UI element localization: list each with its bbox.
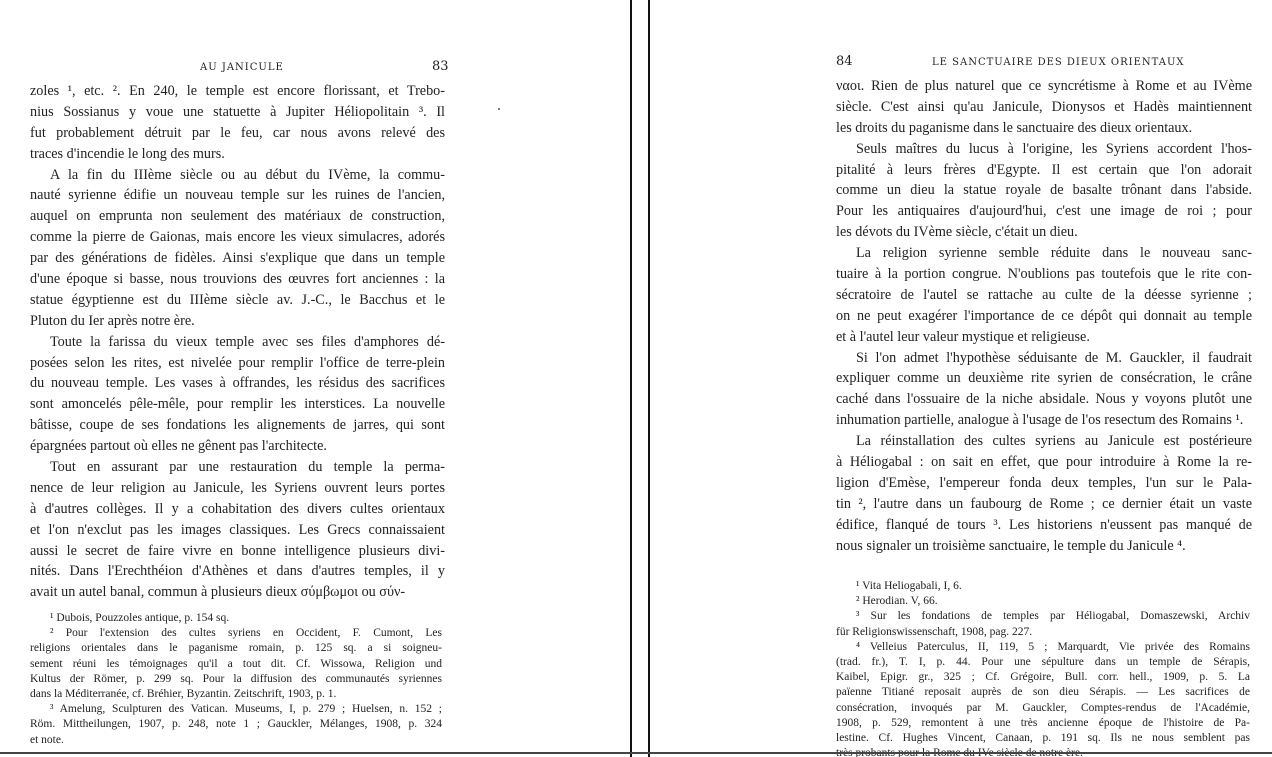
footnotes — [30, 611, 442, 748]
page-number: 84 — [836, 54, 853, 69]
text-line: ¹ Dubois, Pouzzoles antique, p. 154 sq. — [50, 612, 230, 624]
text-line: statue égyptienne est du IIIème siècle av. J.-C., le Bacchus et le — [30, 291, 445, 308]
text-line: ³ Amelung, Sculpturen des Vatican. Museums, I, p. 279 ; Huelsen, n. 152 ; — [50, 703, 442, 716]
text-line: auquel on emprunta non seulement des matériaux de construction, — [30, 208, 445, 225]
text-line: ² Pour l'extension des cultes syriens en Occident, F. Cumont, Les — [50, 627, 442, 640]
text-line: Kaibel, Epigr. gr., 325 ; Cf. Grégoire, Bull. corr. hell., 1909, p. 5. La — [836, 671, 1250, 684]
text-line: für Religionswissenschaft, 1908, pag. 227. — [836, 625, 1033, 638]
text-line: nités. Dans l'Erechthéion d'Athènes et dans d'autres temples, il y — [30, 563, 445, 580]
text-line: avait un autel banal, commun à plusieurs dieux σύμβωμοι ou σύν- — [30, 584, 406, 601]
text-line: Pluton du Ier après notre ère. — [30, 312, 195, 329]
page-divider — [630, 0, 632, 757]
text-line: païenne Titiané reposait auprès de son dieu Sérapis. — Les sacrifices de — [836, 686, 1250, 699]
text-line: les droits du paganisme dans le sanctuaire des dieux orientaux. — [836, 119, 1193, 136]
text-line: (trad. fr.), T. I, p. 44. Pour une sépulture dans un temple de Sérapis, — [836, 655, 1250, 668]
text-line: à Héliogabal : on sait en effet, que pour introduire à Rome la re- — [836, 454, 1252, 471]
text-line: comme un dieu la statue royale de basalte trônant dans l'abside. — [836, 182, 1252, 199]
text-line: sement réuni les témoignages qu'il a tout dit. Cf. Wissowa, Religion und — [30, 657, 442, 670]
running-header: AU JANICULE — [200, 62, 284, 73]
text-line: d'une époque si basse, nous trouvions des œuvres fort anciennes : la — [30, 271, 445, 288]
text-line: dans la Méditerranée, cf. Bréhier, Byzantin. Zeitschrift, 1903, p. 1. — [30, 687, 337, 700]
text-line: inhumation partielle, analogue à l'usage de l'os resectum des Romains ¹. — [836, 412, 1244, 429]
text-line: nauté syrienne édifie un nouveau temple sur les ruines de l'ancien, — [30, 187, 445, 204]
text-line: La réinstallation des cultes syriens au Janicule est postérieure — [856, 433, 1252, 450]
text-line: ligion d'Emèse, l'empereur fonda deux temples, l'un sur le Pala- — [836, 474, 1252, 491]
text-line: édifice, flanqué de tours ³. Les historiens n'eussent pas manqué de — [836, 516, 1252, 533]
right-page — [650, 0, 1272, 757]
text-line: aussi le secret de faire vivre en bonne intelligence plusieurs divi- — [30, 542, 445, 559]
text-line: traces d'incendie le long des murs. — [30, 145, 225, 162]
text-line: Si l'on admet l'hypothèse séduisante de M. Gauckler, il faudrait — [856, 349, 1252, 366]
body-text — [836, 76, 1252, 556]
text-line: ναοι. Rien de plus naturel que ce syncrétisme à Rome et au IVème — [836, 78, 1252, 94]
text-line: nous signaler un troisième sanctuaire, le temple du Janicule ⁴. — [836, 537, 1186, 554]
left-page — [0, 0, 630, 757]
text-line: tin ², l'autre dans un faubourg de Rome ; ce dernier était un vaste — [836, 495, 1252, 512]
text-line: caché dans l'ossuaire de la niche absidale. Nous y voyons plutôt une — [836, 391, 1252, 408]
running-header: LE SANCTUAIRE DES DIEUX ORIENTAUX — [932, 57, 1185, 68]
text-line: on ne peut exagérer l'importance de ce dépôt qui donnait au temple — [836, 307, 1252, 324]
text-line: comme la pierre de Gaionas, mais encore les vieux simulacres, adorés — [30, 229, 445, 246]
text-line: Kultus der Römer, p. 299 sq. Pour la diffusion des communautés syriennes — [30, 672, 442, 685]
text-line: nius Sossianus y voue une statuette à Jupiter Héliopolitain ³. Il — [30, 103, 445, 120]
text-line: et note. — [30, 733, 64, 746]
text-line: les dévots du IVème siècle, c'était un dieu. — [836, 224, 1078, 241]
text-line: religions orientales dans le paganisme romain, p. 125 sq. a si soigneu- — [30, 642, 442, 655]
text-line: ⁴ Velleius Paterculus, II, 119, 5 ; Marquardt, Vie privée des Romains — [856, 640, 1250, 653]
text-line: Pour les antiquaires d'aujourd'hui, c'est une image de roi ; pour — [836, 203, 1252, 220]
text-line: tuaire à la portion congrue. N'oublions pas toutefois que le rite con- — [836, 266, 1252, 283]
text-line: posées selon les rites, est nivelée pour remplir l'office de terre-plein — [30, 354, 445, 371]
text-line: Röm. Mittheilungen, 1907, p. 248, note 1 ; Gauckler, Mélanges, 1908, p. 324 — [30, 718, 442, 731]
text-line: pitalité à leurs frères d'Egypte. Il est certain que l'on adorait — [836, 161, 1252, 178]
scan-speck — [498, 108, 500, 110]
scan-edge — [0, 752, 1272, 754]
text-line: du nouveau temple. Les vases à offrandes, les résidus des sacrifices — [30, 375, 445, 392]
text-line: 1908, p. 529, remontent à une très ancienne époque de l'histoire de Pa- — [836, 716, 1250, 729]
text-line: nence de leur religion au Janicule, les Syriens ouvrent leurs portes — [30, 479, 445, 496]
text-line: ² Herodian. V, 66. — [856, 595, 938, 608]
text-line: par des générations de fidèles. Ainsi s'explique que dans un temple — [30, 250, 445, 267]
text-line: Seuls maîtres du lucus à l'origine, les Syriens accordent l'hos- — [856, 140, 1252, 157]
text-line: ¹ Vita Heliogabali, I, 6. — [856, 580, 962, 592]
text-line: expliquer comme un deuxième rite syrien de consécration, le crâne — [836, 370, 1252, 387]
text-line: zoles ¹, etc. ². En 240, le temple est encore florissant, et Trebo- — [30, 83, 445, 99]
text-line: La religion syrienne semble réduite dans le nouveau sanc- — [856, 245, 1252, 262]
text-line: consécration, invoqués par M. Gauckler, Comptes-rendus de l'Académie, — [836, 701, 1250, 714]
text-line: à d'autres collèges. Il y a cohabitation des divers cultes orientaux — [30, 500, 445, 517]
text-line: bâtisse, coupe de ses fondations les alignements de jarres, qui sont — [30, 417, 445, 434]
text-line: lestine. Cf. Hughes Vincent, Canaan, p. 191 sq. Ils ne nous semblent pas — [836, 731, 1250, 744]
text-line: Tout en assurant par une restauration du temple la perma- — [50, 459, 445, 476]
footnotes — [836, 579, 1250, 757]
text-line: sont amoncelés pêle-mêle, pour remplir les interstices. La nouvelle — [30, 396, 445, 413]
text-line: fut probablement détruit par le feu, car nous avons relevé des — [30, 124, 445, 141]
text-line: Toute la farissa du vieux temple avec ses files d'amphores dé- — [50, 333, 445, 350]
page-number: 83 — [432, 59, 449, 74]
text-line: épargnées partout où elles ne gênent pas l'architecte. — [30, 438, 327, 455]
text-line: A la fin du IIIème siècle ou au début du IVème, la commu- — [50, 166, 445, 183]
text-line: sécratoire de l'autel se rattache au culte de la déesse syrienne ; — [836, 286, 1252, 303]
text-line: ³ Sur les fondations de temples par Héliogabal, Domaszewski, Archiv — [856, 610, 1250, 623]
text-line: siècle. C'est ainsi qu'au Janicule, Dionysos et Hadès maintiennent — [836, 98, 1252, 115]
body-text — [30, 81, 445, 603]
text-line: et à l'autel leur valeur mystique et religieuse. — [836, 328, 1090, 345]
text-line: et l'on n'exclut pas les images classiques. Les Grecs connaissaient — [30, 521, 445, 538]
